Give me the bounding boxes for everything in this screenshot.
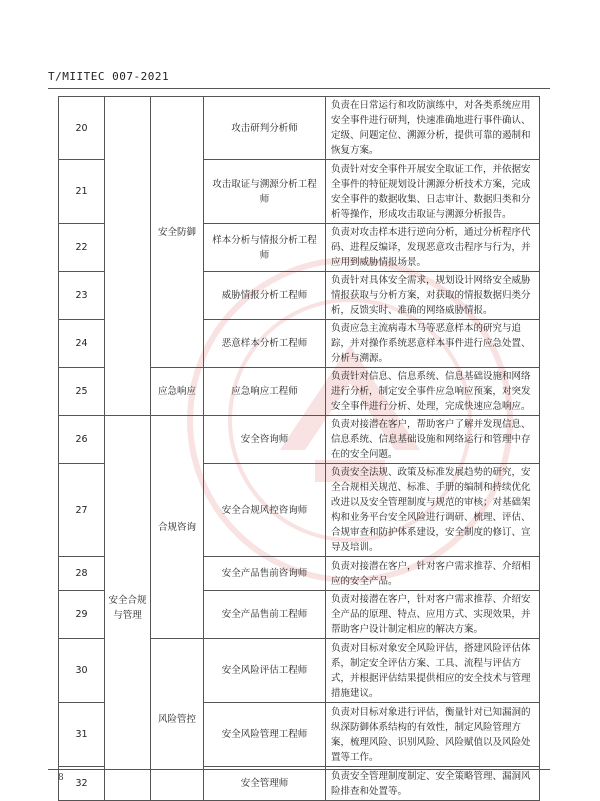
role-description: 负责安全管理制度制定、安全策略管理、漏洞风险排查和处置等。 xyxy=(326,767,540,801)
table-row xyxy=(59,416,540,464)
role-description: 负责对攻击样本进行逆向分析，通过分析程序代码、进程反编译，发现恶意攻击程序与行为，并应用到威胁情报场景。 xyxy=(326,224,540,272)
category-level1: 安全合规与管理 xyxy=(105,416,151,801)
role-title: 样本分析与情报分析工程师 xyxy=(204,224,326,272)
role-description: 负责对接潜在客户，针对客户需求推荐、介绍相应的安全产品。 xyxy=(326,557,540,591)
category-level1 xyxy=(105,97,151,416)
role-description: 负责对接潜在客户，针对客户需求推荐、介绍安全产品的原理、特点、应用方式、实现效果，并帮助客户设计制定相应的解决方案。 xyxy=(326,591,540,639)
row-number: 28 xyxy=(59,557,105,591)
row-number: 31 xyxy=(59,703,105,767)
category-level2: 风险管控 xyxy=(151,639,204,801)
role-title: 安全风险评估工程师 xyxy=(204,639,326,703)
row-number: 24 xyxy=(59,320,105,368)
header-rule xyxy=(48,88,550,89)
category-level2: 应急响应 xyxy=(151,368,204,416)
role-title: 安全合规风控咨询师 xyxy=(204,464,326,557)
role-title: 攻击取证与溯源分析工程师 xyxy=(204,160,326,224)
role-title: 威胁情报分析工程师 xyxy=(204,272,326,320)
role-description: 负责对接潜在客户，帮助客户了解并发现信息、信息系统、信息基础设施和网络运行和管理中存在的安全问题。 xyxy=(326,416,540,464)
footer-rule xyxy=(48,769,550,770)
row-number: 22 xyxy=(59,224,105,272)
role-title: 安全管理师 xyxy=(204,767,326,801)
role-description: 负责针对信息、信息系统、信息基础设施和网络进行分析，制定安全事件应急响应预案，对突发安全事件进行分析、处理，完成快速应急响应。 xyxy=(326,368,540,416)
role-title: 安全咨询师 xyxy=(204,416,326,464)
row-number: 23 xyxy=(59,272,105,320)
category-level2: 合规咨询 xyxy=(151,416,204,639)
role-description: 负责对目标对象进行评估，衡量针对已知漏洞的纵深防御体系结构的有效性，制定风险管理方案，梳理风险、识别风险、风险赋值以及风险处置等工作。 xyxy=(326,703,540,767)
row-number: 27 xyxy=(59,464,105,557)
role-description: 负责应急主流病毒木马等恶意样本的研究与追踪，并对操作系统恶意样本事件进行应急处置、分析与溯源。 xyxy=(326,320,540,368)
row-number: 20 xyxy=(59,97,105,160)
row-number: 29 xyxy=(59,591,105,639)
role-title: 安全风险管理工程师 xyxy=(204,703,326,767)
role-description: 负责针对安全事件开展安全取证工作，并依据安全事件的特征规划设计溯源分析技术方案，完成安全事件的数据收集、日志审计、数据归类和分析等操作，形成攻击取证与溯源分析报告。 xyxy=(326,160,540,224)
row-number: 25 xyxy=(59,368,105,416)
role-title: 应急响应工程师 xyxy=(204,368,326,416)
table-row xyxy=(59,97,540,160)
page-number: 8 xyxy=(58,773,64,783)
role-title: 安全产品售前工程师 xyxy=(204,591,326,639)
document-code: T/MIITEC 007-2021 xyxy=(48,70,170,83)
role-description: 负责对目标对象安全风险评估，搭建风险评估体系，制定安全评估方案、工具、流程与评估方式，并根据评估结果提供相应的安全技术与管理措施建议。 xyxy=(326,639,540,703)
role-title: 恶意样本分析工程师 xyxy=(204,320,326,368)
row-number: 32 xyxy=(59,767,105,801)
role-title: 攻击研判分析师 xyxy=(204,97,326,160)
row-number: 30 xyxy=(59,639,105,703)
job-role-table xyxy=(58,96,540,801)
role-description: 负责针对具体安全需求，规划设计网络安全威胁情报获取与分析方案，对获取的情报数据归类分析，反馈实时、准确的网络威胁情报。 xyxy=(326,272,540,320)
role-description: 负责在日常运行和攻防演练中，对各类系统应用安全事件进行研判，快速准确地进行事件确认、定级、问题定位、溯源分析，提供可靠的遏制和恢复方案。 xyxy=(326,97,540,160)
row-number: 21 xyxy=(59,160,105,224)
category-level2: 安全防御 xyxy=(151,97,204,368)
row-number: 26 xyxy=(59,416,105,464)
role-description: 负责安全法规、政策及标准发展趋势的研究，安全合规相关规范、标准、手册的编制和持续优化改进以及安全管理制度与规范的审核；对基础架构和业务平台安全风险进行调研、梳理、评估、合规审查和防护体系建设，安全制度的修订、宣导及培训。 xyxy=(326,464,540,557)
role-title: 安全产品售前咨询师 xyxy=(204,557,326,591)
